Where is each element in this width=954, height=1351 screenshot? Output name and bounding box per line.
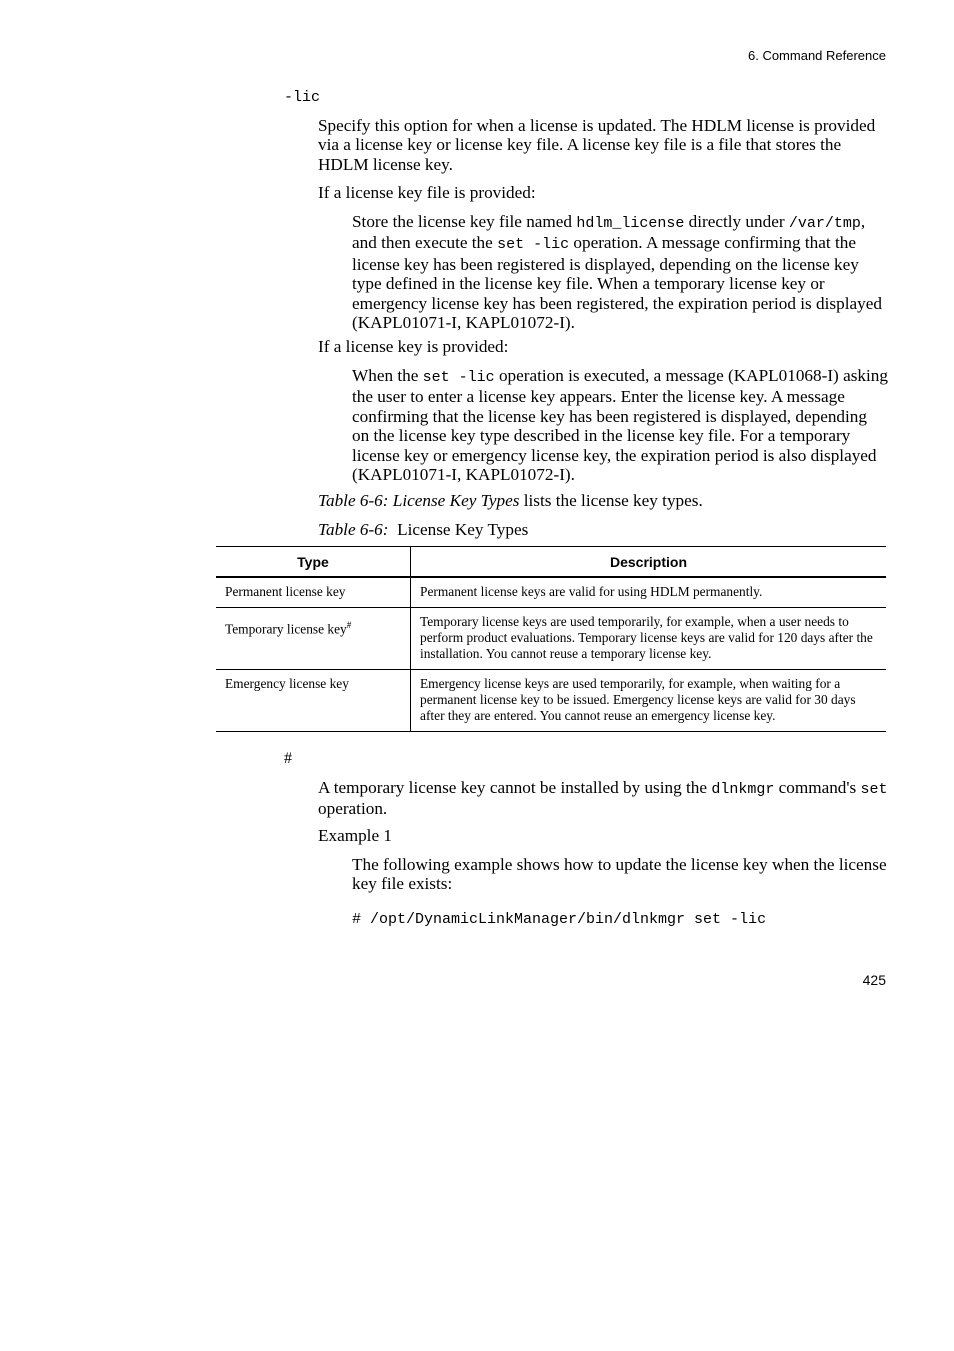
code-run: set bbox=[860, 781, 888, 798]
license-file-instructions bbox=[352, 212, 888, 332]
license-key-instructions bbox=[352, 366, 888, 484]
column-header-type: Type bbox=[216, 547, 411, 578]
text-run: command's bbox=[774, 778, 861, 797]
running-header: 6. Command Reference bbox=[747, 48, 886, 63]
text-run: directly under bbox=[684, 212, 789, 231]
footnote-text bbox=[318, 778, 888, 819]
example-command: # /opt/DynamicLinkManager/bin/dlnkmgr set -lic bbox=[352, 911, 767, 928]
license-file-heading: If a license key file is provided: bbox=[318, 183, 536, 202]
text-run: When the bbox=[352, 366, 423, 385]
table-row bbox=[216, 577, 886, 608]
table-reference bbox=[318, 491, 888, 510]
footnote-mark: # bbox=[284, 750, 292, 767]
table-caption-title: License Key Types bbox=[388, 520, 529, 539]
code-run: dlnkmgr bbox=[711, 781, 775, 798]
type-text: Temporary license key bbox=[225, 621, 347, 637]
text-run: , and then execute the bbox=[352, 212, 866, 253]
type-text: Emergency license key bbox=[225, 676, 349, 691]
footnote-mark: # bbox=[346, 620, 352, 630]
code-run: /var/tmp bbox=[788, 215, 861, 232]
example-title: Example 1 bbox=[318, 826, 392, 845]
type-text: Permanent license key bbox=[225, 584, 346, 599]
table-link[interactable]: Table 6-6: License Key Types bbox=[318, 491, 520, 510]
license-key-heading: If a license key is provided: bbox=[318, 337, 509, 356]
type-cell bbox=[216, 577, 411, 608]
table-row bbox=[216, 670, 886, 732]
text-run: Store the license key file named bbox=[352, 212, 577, 231]
license-key-types-table bbox=[216, 546, 886, 732]
text-run: operation. bbox=[318, 799, 388, 819]
code-run: set -lic bbox=[422, 369, 495, 386]
table-caption bbox=[318, 520, 888, 539]
text-run: operation is executed, a message (KAPL01068-I) asking the user to enter a license key appears. Enter the license key. A message confirming that the license key has been registered is displayed, depending on the license key type described in the license key file. For a temporary license key or emergency license key, the expiration period is also displayed (KAPL01071-I, KAPL01072-I). bbox=[352, 366, 888, 485]
description-cell: Emergency license keys are used temporarily, for example, when waiting for a permanent license key to be issued. Emergency license keys are valid for 30 days after they are entered. You cannot reuse an emergency license key. bbox=[411, 670, 887, 732]
description-cell: Temporary license keys are used temporarily, for example, when a user needs to perform product evaluations. Temporary license keys are valid for 120 days after the installation. You cannot reuse a temporary license key. bbox=[411, 608, 887, 670]
table-row bbox=[216, 608, 886, 670]
text-run: lists the license key types. bbox=[519, 491, 703, 510]
code-run: hdlm_license bbox=[576, 215, 685, 232]
description-cell: Permanent license keys are valid for using HDLM permanently. bbox=[411, 577, 887, 608]
text-run: A temporary license key cannot be installed by using the bbox=[318, 778, 712, 797]
column-header-description: Description bbox=[411, 547, 887, 578]
table-header-row bbox=[216, 547, 886, 578]
text-run: operation. A message confirming that the license key has been registered is displayed, depending on the license key type defined in the license key file. When a temporary license key or emergency license key has been registered, the expiration period is displayed (KAPL01071-I, KAPL01072-I). bbox=[352, 233, 882, 333]
example-description: The following example shows how to update the license key when the license key file exists: bbox=[352, 855, 887, 894]
type-cell bbox=[216, 670, 411, 732]
option-description: Specify this option for when a license is updated. The HDLM license is provided via a license key or license key file. A license key file is a file that stores the HDLM license key. bbox=[318, 116, 876, 174]
page-number: 425 bbox=[862, 972, 886, 988]
table-caption-label: Table 6-6: bbox=[318, 520, 389, 539]
option-name: -lic bbox=[284, 89, 321, 106]
type-cell bbox=[216, 608, 411, 670]
code-run: set -lic bbox=[497, 236, 570, 254]
